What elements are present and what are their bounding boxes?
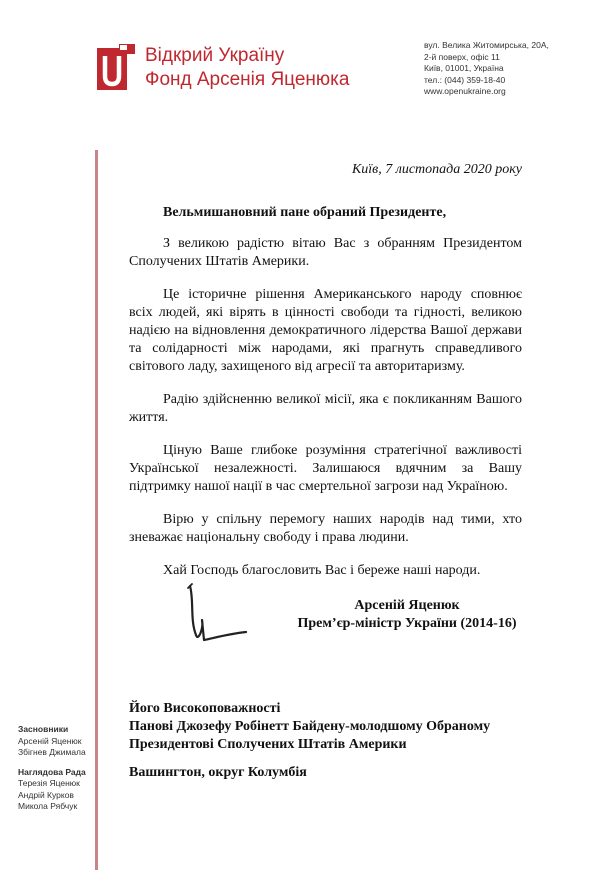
addressee-line: Президентові Сполучених Штатів Америки [129,737,407,752]
signer-title: Прем’єр-міністр України (2014-16) [297,616,517,631]
foundation-logo [97,44,135,90]
body-paragraph: Це історичне рішення Американського народу сповнює всіх людей, які вірять в цінності свободи та гідності, великою надією на відновлення демократичного лідерства Вашої держави та солідарності між народами, які прагнуть справедливого світового ладу, захищеного від агресії та авторитаризму. [129,287,522,374]
body-paragraph: Ціную Ваше глибоке розуміння стратегічної важливості Української незалежності. Залишаюся вдячним за Вашу підтримку нашої нації в час смертельної загрози над Україною. [129,443,522,494]
body-paragraph: Вірю у спільну перемогу наших народів над тими, хто зневажає національну свободу і права людини. [129,512,522,545]
board-member-name: Андрій Курков [18,789,74,800]
addressee-block [129,700,490,754]
signer-name: Арсеній Яценюк [354,598,460,613]
letter-greeting: Вельмишановний пане обраний Президенте, [163,205,447,220]
signature-block [282,597,532,633]
body-paragraph: Хай Господь благословить Вас і береже наші народи. [163,563,481,578]
founder-name: Збігнев Джимала [18,747,86,757]
addressee-city: Вашингтон, округ Колумбія [129,765,307,780]
letter-body [129,235,522,595]
address-website: www.openukraine.org [424,86,506,96]
address-phone: тел.: (044) 359-18-40 [424,74,506,85]
founders-heading: Засновники [18,724,69,734]
handwritten-signature [178,580,250,645]
foundation-address [424,40,549,98]
addressee-line: Панові Джозефу Робінетт Байдену-молодшому Обраному [129,719,491,734]
org-name-line2: Фонд Арсенія Яценюка [145,69,350,90]
addressee-line: Його Високоповажності [129,701,281,716]
founder-name: Арсеній Яценюк [18,735,82,746]
board-member-name: Микола Рябчук [18,801,78,811]
board-heading: Наглядова Рада [18,766,86,777]
margin-rule [95,150,98,870]
letter-date: Київ, 7 листопада 2020 року [351,162,522,177]
address-line: вул. Велика Житомирська, 20А, [424,40,549,50]
org-name-line1: Відкрий Україну [145,45,285,66]
body-paragraph: Радію здійсненню великої місії, яка є покликанням Вашого життя. [129,392,522,425]
board-member-name: Терезія Яценюк [18,778,80,788]
address-line: Київ, 01001, Україна [424,63,504,73]
sidebar-people [18,724,86,813]
org-name [145,44,349,92]
body-paragraph: З великою радістю вітаю Вас з обранням Президентом Сполучених Штатів Америки. [129,236,522,269]
address-line: 2-й поверх, офіс 11 [424,51,500,62]
